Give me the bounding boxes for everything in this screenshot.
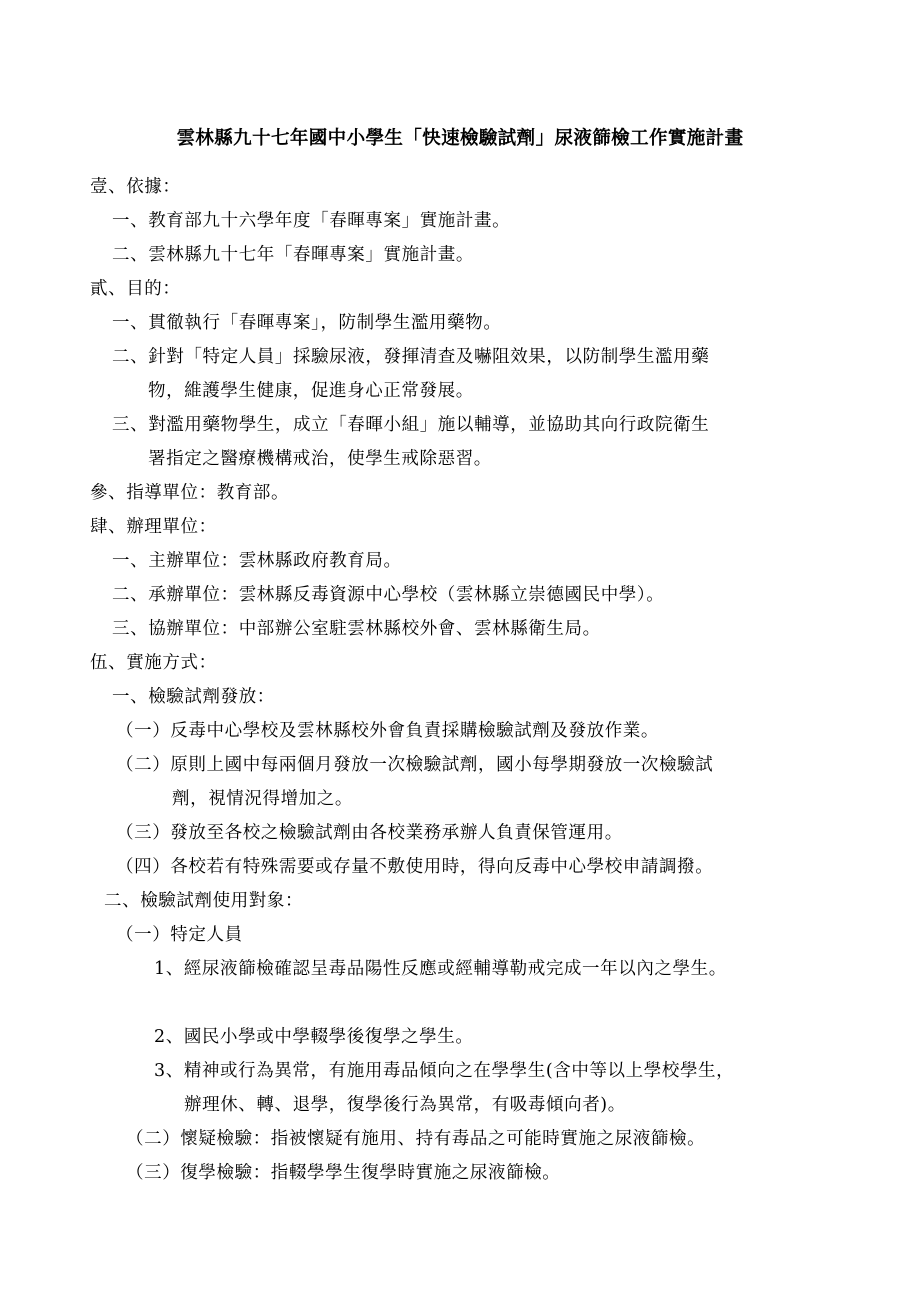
list-item: 一、主辦單位：雲林縣政府教育局。 — [112, 551, 402, 571]
section-heading-organizers: 肆、辦理單位： — [90, 517, 217, 537]
sub-list-item: （二）懷疑檢驗：指被懷疑有施用、持有毒品之可能時實施之尿液篩檢。 — [126, 1129, 706, 1149]
list-item: 三、對濫用藥物學生，成立「春暉小組」施以輔導，並協助其向行政院衛生 — [112, 415, 710, 435]
document-title: 雲林縣九十七年國中小學生「快速檢驗試劑」尿液篩檢工作實施計畫 — [176, 128, 744, 149]
section-heading-method: 伍、實施方式： — [90, 653, 217, 673]
list-item: 二、雲林縣九十七年「春暉專案」實施計畫。 — [112, 245, 474, 265]
section-heading-purpose: 貳、目的： — [90, 279, 181, 299]
sub-list-item: （三）復學檢驗：指輟學學生復學時實施之尿液篩檢。 — [126, 1163, 561, 1183]
sub-list-item: （四）各校若有特殊需要或存量不敷使用時，得向反毒中心學校申請調撥。 — [116, 857, 714, 877]
section-heading-supervisor: 參、指導單位：教育部。 — [90, 483, 290, 503]
sub-list-item: （一）特定人員 — [116, 925, 243, 945]
list-item: 二、承辦單位：雲林縣反毒資源中心學校（雲林縣立崇德國民中學）。 — [112, 585, 665, 605]
list-item: 二、檢驗試劑使用對象： — [104, 891, 304, 911]
numbered-item: 1、經尿液篩檢確認呈毒品陽性反應或經輔導勒戒完成一年以內之學生。 — [154, 959, 727, 979]
list-item: 一、貫徹執行「春暉專案」，防制學生濫用藥物。 — [112, 313, 502, 333]
numbered-item: 2、國民小學或中學輟學後復學之學生。 — [154, 1027, 474, 1047]
list-item: 一、教育部九十六學年度「春暉專案」實施計畫。 — [112, 211, 511, 231]
list-item: 一、檢驗試劑發放： — [112, 687, 275, 707]
sub-list-item: （一）反毒中心學校及雲林縣校外會負責採購檢驗試劑及發放作業。 — [116, 721, 659, 741]
list-item: 三、協辦單位：中部辦公室駐雲林縣校外會、雲林縣衛生局。 — [112, 619, 601, 639]
section-heading-basis: 壹、依據： — [90, 177, 181, 197]
list-item: 二、針對「特定人員」採驗尿液，發揮清查及嚇阻效果，以防制學生濫用藥 — [112, 347, 710, 367]
sub-list-item: （二）原則上國中每兩個月發放一次檢驗試劑，國小每學期發放一次檢驗試 — [116, 755, 714, 775]
sub-list-item-continuation: 劑，視情況得增加之。 — [172, 789, 353, 809]
numbered-item-continuation: 辦理休、轉、退學，復學後行為異常，有吸毒傾向者)。 — [184, 1095, 626, 1115]
list-item-continuation: 署指定之醫療機構戒治，使學生戒除惡習。 — [148, 449, 492, 469]
numbered-item: 3、精神或行為異常，有施用毒品傾向之在學學生(含中等以上學校學生， — [154, 1061, 735, 1081]
sub-list-item: （三）發放至各校之檢驗試劑由各校業務承辦人負責保管運用。 — [116, 823, 623, 843]
list-item-continuation: 物，維護學生健康，促進身心正常發展。 — [148, 381, 474, 401]
